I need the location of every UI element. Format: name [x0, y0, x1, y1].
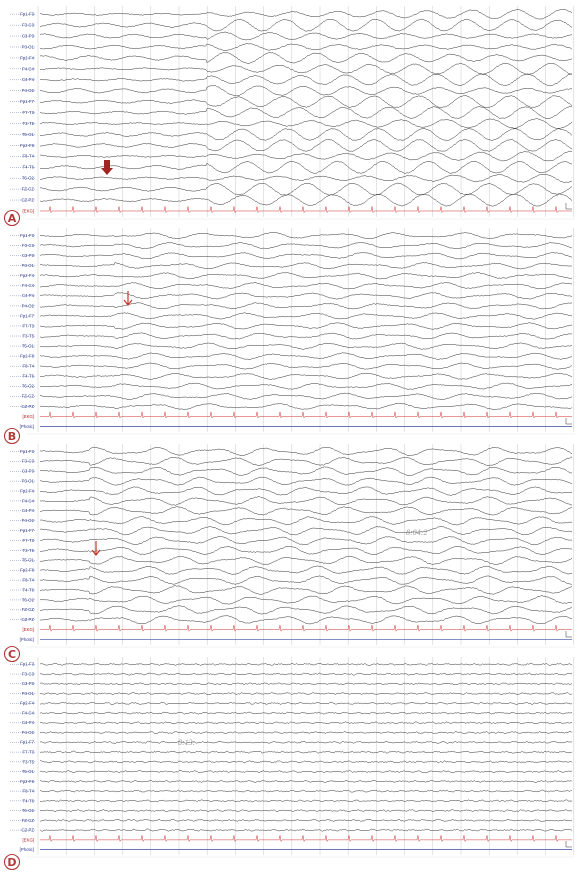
arrow-down-icon	[101, 160, 113, 175]
eeg-trace	[40, 194, 572, 206]
eeg-trace	[40, 770, 572, 772]
eeg-panel-a	[5, 6, 576, 226]
channel-label: P4-O2	[21, 303, 34, 309]
eeg-trace	[40, 383, 572, 390]
channel-label: Fp2-F8	[20, 353, 34, 359]
channel-label: F4-C4	[22, 710, 34, 716]
channel-label: C3-P3	[21, 468, 34, 474]
channel-label: T6-O2	[21, 808, 34, 814]
channel-label: F4-C4	[22, 498, 34, 504]
eeg-trace	[40, 118, 572, 128]
eeg-trace	[40, 556, 572, 565]
photic-label: [Photic]	[19, 423, 34, 429]
channel-label: F3-C3	[22, 671, 34, 677]
eeg-trace	[40, 722, 572, 724]
channel-label: T4-T6	[22, 587, 34, 593]
channel-label: C4-P4	[21, 77, 34, 83]
ekg-label: [EKG]	[22, 413, 34, 419]
panel-label-letter: C	[7, 648, 17, 661]
channel-label: Fp1-F3	[20, 11, 34, 17]
eeg-trace	[40, 447, 572, 456]
eeg-trace	[40, 183, 572, 195]
eeg-trace	[40, 809, 572, 811]
channel-label: T3-T5	[22, 120, 34, 126]
channel-label: Fp1-F7	[20, 739, 34, 745]
calibration-bar	[566, 203, 572, 209]
eeg-trace	[40, 741, 572, 743]
eeg-trace	[40, 457, 572, 466]
channel-label: CZ-PZ	[21, 403, 34, 409]
eeg-trace	[40, 829, 572, 831]
channel-label: T5-O1	[21, 131, 34, 137]
arrow-down-icon	[92, 541, 100, 555]
ekg-label: [EKG]	[22, 837, 34, 843]
channel-label: F4-C4	[22, 283, 34, 289]
eeg-trace	[40, 313, 572, 319]
eeg-trace	[40, 477, 572, 485]
channel-label: FZ-CZ	[21, 393, 34, 399]
channel-label: Fp1-F7	[20, 313, 34, 319]
channel-label: FZ-CZ	[21, 607, 34, 613]
eeg-trace	[40, 606, 572, 615]
channel-label: Fp2-F4	[20, 488, 34, 494]
channel-label: P3-O1	[21, 263, 34, 269]
eeg-trace	[40, 174, 572, 182]
eeg-panel-c	[5, 444, 576, 662]
ekg-trace	[40, 835, 572, 841]
eeg-trace	[40, 596, 572, 605]
eeg-trace	[40, 576, 572, 585]
calibration-bar	[566, 631, 572, 637]
channel-label: C3-P3	[21, 33, 34, 39]
eeg-trace	[40, 343, 572, 350]
time-annotation: 8:04:2	[406, 528, 428, 537]
panel-label-letter: A	[7, 212, 17, 225]
eeg-trace	[40, 272, 572, 279]
eeg-trace	[40, 151, 572, 161]
panel-label	[5, 211, 20, 226]
panel-label	[5, 855, 20, 870]
eeg-trace	[40, 487, 572, 496]
eeg-trace	[40, 586, 572, 595]
channel-label: Fp1-F7	[20, 99, 34, 105]
eeg-trace	[40, 232, 572, 239]
eeg-trace	[40, 242, 572, 249]
channel-label: Fp2-F8	[20, 142, 34, 148]
channel-label: C3-P3	[21, 253, 34, 259]
channel-label: Fp1-F3	[20, 661, 34, 667]
eeg-trace	[40, 403, 572, 410]
panel-label-letter: B	[7, 430, 17, 443]
channel-label: F7-T3	[22, 749, 34, 755]
channel-label: P3-O1	[21, 690, 34, 696]
eeg-trace	[40, 702, 572, 704]
channel-label: Fp1-F3	[20, 232, 34, 238]
channel-label: Fp2-F4	[20, 700, 34, 706]
channel-label: FZ-CZ	[21, 186, 34, 192]
channel-label: F7-T3	[22, 109, 34, 115]
channel-label: T6-O2	[21, 597, 34, 603]
channel-label: F7-T3	[22, 537, 34, 543]
eeg-trace	[40, 252, 572, 259]
channel-label: T3-T5	[22, 333, 34, 339]
channel-label: T5-O1	[21, 557, 34, 563]
eeg-trace	[40, 373, 572, 379]
channel-label: Fp2-F8	[20, 778, 34, 784]
calibration-bar	[566, 841, 572, 847]
eeg-trace	[40, 128, 572, 140]
panel-label	[5, 647, 20, 662]
ekg-trace	[40, 625, 572, 631]
channel-label: Fp1-F3	[20, 448, 34, 454]
channel-label: T4-T6	[22, 373, 34, 379]
channel-label: F8-T4	[22, 363, 34, 369]
eeg-trace	[40, 800, 572, 802]
eeg-trace	[40, 616, 572, 625]
eeg-trace	[40, 139, 572, 151]
eeg-trace	[40, 283, 572, 290]
channel-label: F8-T4	[22, 788, 34, 794]
eeg-trace	[40, 74, 572, 86]
eeg-trace	[40, 516, 572, 525]
eeg-trace	[40, 353, 572, 360]
eeg-trace	[40, 507, 572, 516]
channel-label: T3-T5	[22, 547, 34, 553]
eeg-trace	[40, 52, 572, 63]
eeg-trace	[40, 333, 572, 339]
channel-label: T6-O2	[21, 383, 34, 389]
eeg-trace	[40, 761, 572, 763]
eeg-panel-d	[5, 657, 576, 870]
channel-label: F7-T3	[22, 323, 34, 329]
channel-label: FZ-CZ	[21, 817, 34, 823]
eeg-trace	[40, 731, 572, 733]
photic-label: [Photic]	[19, 636, 34, 642]
eeg-trace	[40, 44, 572, 51]
channel-label: F4-C4	[22, 66, 34, 72]
channel-label: F3-C3	[22, 22, 34, 28]
eeg-trace	[40, 63, 572, 74]
channel-label: Fp1-F7	[20, 528, 34, 534]
ekg-trace	[40, 206, 572, 212]
channel-label: Fp2-F4	[20, 273, 34, 279]
eeg-trace	[40, 363, 572, 370]
channel-label: CZ-PZ	[21, 197, 34, 203]
channel-label: P4-O2	[21, 88, 34, 94]
eeg-trace	[40, 683, 572, 685]
channel-label: P4-O2	[21, 729, 34, 735]
panel-label-letter: D	[7, 856, 17, 869]
channel-label: C4-P4	[21, 720, 34, 726]
channel-label: F3-C3	[22, 458, 34, 464]
eeg-trace	[40, 467, 572, 476]
photic-label: [Photic]	[19, 847, 34, 853]
channel-label: T4-T6	[22, 798, 34, 804]
eeg-trace	[40, 790, 572, 792]
panel-label	[5, 429, 20, 444]
eeg-trace	[40, 663, 572, 665]
eeg-trace	[40, 751, 572, 753]
eeg-trace	[40, 393, 572, 400]
ekg-label: [EKG]	[22, 208, 34, 214]
channel-label: T5-O1	[21, 343, 34, 349]
channel-label: T5-O1	[21, 769, 34, 775]
eeg-trace	[40, 96, 572, 108]
channel-label: F8-T4	[22, 577, 34, 583]
eeg-trace	[40, 712, 572, 714]
channel-label: C4-P4	[21, 293, 34, 299]
eeg-trace	[40, 292, 572, 299]
ekg-trace	[40, 412, 572, 418]
channel-label: P3-O1	[21, 44, 34, 50]
channel-label: T6-O2	[21, 175, 34, 181]
eeg-trace	[40, 819, 572, 821]
channel-label: CZ-PZ	[21, 827, 34, 833]
channel-label: C3-P3	[21, 681, 34, 687]
channel-label: Fp2-F8	[20, 567, 34, 573]
eeg-trace	[40, 161, 572, 173]
channel-label: C4-P4	[21, 508, 34, 514]
eeg-trace	[40, 32, 572, 40]
channel-label: Fp2-F4	[20, 55, 34, 61]
ekg-label: [EKG]	[22, 627, 34, 633]
channel-label: T4-T6	[22, 164, 34, 170]
channel-label: T3-T5	[22, 759, 34, 765]
eeg-trace	[40, 566, 572, 575]
eeg-trace	[40, 673, 572, 675]
eeg-trace	[40, 85, 572, 96]
eeg-trace	[40, 106, 572, 118]
eeg-trace	[40, 546, 572, 555]
eeg-trace	[40, 780, 572, 782]
channel-label: F3-C3	[22, 242, 34, 248]
eeg-trace	[40, 692, 572, 694]
channel-label: P3-O1	[21, 478, 34, 484]
eeg-trace	[40, 536, 572, 545]
channel-label: CZ-PZ	[21, 617, 34, 623]
channel-label: P4-O2	[21, 518, 34, 524]
eeg-trace	[40, 303, 572, 309]
eeg-trace	[40, 262, 572, 269]
eeg-trace	[40, 497, 572, 506]
time-annotation: 8:13:	[178, 738, 196, 747]
eeg-trace	[40, 323, 572, 330]
eeg-trace	[40, 19, 572, 31]
calibration-bar	[566, 418, 572, 424]
channel-label: F8-T4	[22, 153, 34, 159]
eeg-trace	[40, 526, 572, 535]
eeg-panel-b	[5, 228, 576, 444]
eeg-trace	[40, 9, 572, 19]
